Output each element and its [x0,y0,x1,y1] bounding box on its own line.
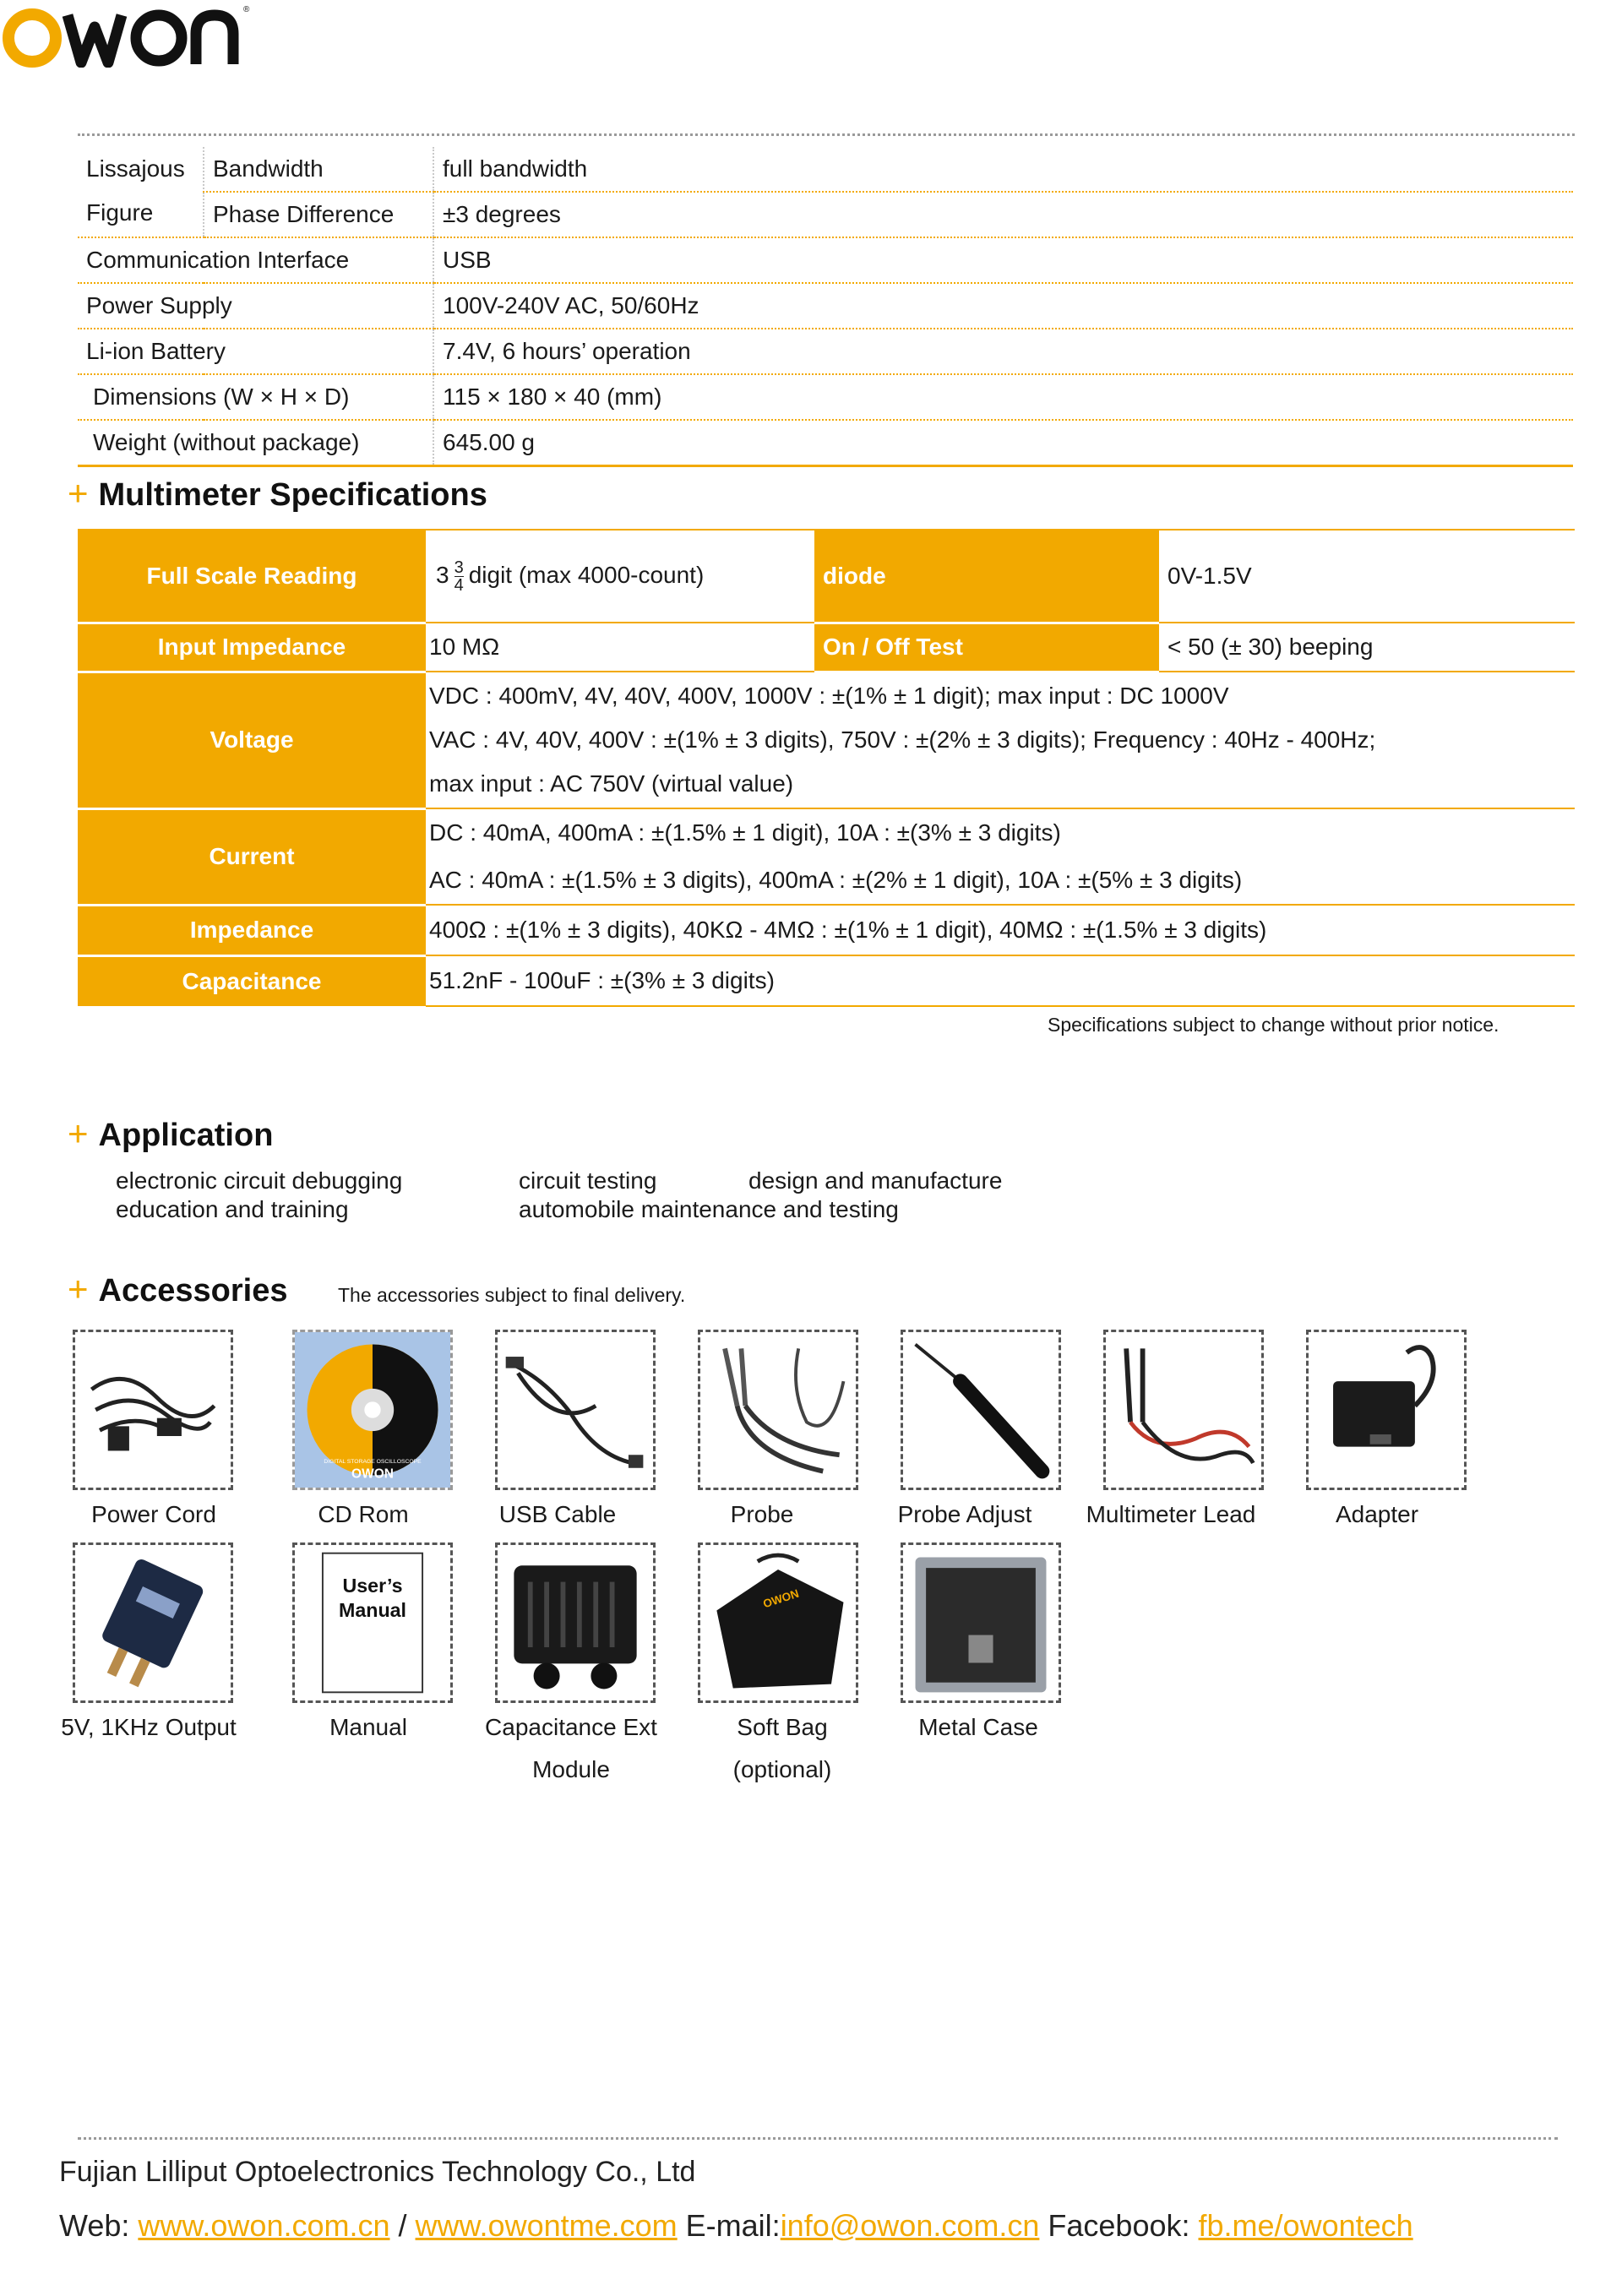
spec-label: On / Off Test [814,623,1159,672]
multimeter-spec-table [78,529,1575,1007]
facebook-link[interactable]: fb.me/owontech [1198,2208,1413,2243]
table-row [78,420,1573,466]
spec-name: Weight (without package) [78,420,433,466]
spec-value: 0V-1.5V [1159,530,1575,623]
section-title-text: Application [98,1118,274,1153]
spec-value: 400Ω : ±(1% ± 3 digits), 40KΩ - 4MΩ : ±(1% ± 1 digit), 40MΩ : ±(1.5% ± 3 digits) [426,905,1575,955]
fraction-numerator: 3 [454,558,464,577]
section-title-text: Accessories [98,1273,288,1309]
section-title-text: Multimeter Specifications [98,477,487,513]
usb-cable-icon [495,1330,656,1490]
spec-value: 10 MΩ [426,623,814,672]
table-row [78,905,1575,955]
accessory-label: CD Rom [318,1501,409,1527]
accessory-label: Power Cord [91,1501,216,1527]
spec-value: full bandwidth [433,147,1573,192]
accessories-section-title [68,1269,287,1309]
application-item: circuit testing [519,1167,657,1194]
svg-text:OWON: OWON [351,1466,394,1482]
table-row [78,955,1575,1006]
spec-value: 7.4V, 6 hours’ operation [433,329,1573,374]
plus-icon: + [68,473,89,513]
header-divider [78,133,1575,136]
spec-label: Capacitance [78,955,426,1006]
spec-name: Bandwidth [204,147,433,192]
spec-label: Voltage [78,672,426,808]
current-values [426,808,1575,905]
multimeter-lead-icon [1103,1330,1264,1490]
manual-icon [292,1542,453,1703]
web-label: Web: [59,2208,130,2243]
accessory-label: Manual [329,1714,407,1740]
spec-label: diode [814,530,1159,623]
accessory-label: Probe Adjust [897,1501,1032,1527]
plus-icon: + [68,1269,89,1309]
spec-value: < 50 (± 30) beeping [1159,623,1575,672]
spec-label: Full Scale Reading [78,530,426,623]
fraction [454,559,464,594]
svg-text:OWON: OWON [761,1586,801,1611]
table-row [78,374,1573,420]
table-row [78,623,1575,672]
website-link-2[interactable]: www.owontme.com [415,2208,678,2243]
separator: / [398,2208,407,2243]
accessory-label: Probe [730,1501,794,1527]
application-item: design and manufacture [748,1167,1003,1194]
accessory-label: 5V, 1KHz Output [61,1714,237,1740]
spec-name: Communication Interface [78,237,433,283]
capacitance-module-icon [495,1542,656,1703]
accessories-note: The accessories subject to final delivery. [338,1284,686,1306]
spec-name: Power Supply [78,283,433,329]
soft-bag-icon [698,1542,858,1703]
accessory-label [681,1706,884,1791]
spec-value: 51.2nF - 100uF : ±(3% ± 3 digits) [426,955,1575,1006]
lissajous-label [78,147,204,237]
accessory-label: Metal Case [918,1714,1038,1740]
accessory-label: Adapter [1335,1501,1419,1527]
svg-text:Manual: Manual [338,1599,407,1622]
spec-value: USB [433,237,1573,283]
accessory-label: USB Cable [498,1501,617,1527]
accessory-label-line2: (optional) [732,1756,832,1782]
spec-name: Li-ion Battery [78,329,433,374]
company-name: Fujian Lilliput Optoelectronics Technology Co., Ltd [59,2156,696,2188]
accessory-label-line1: Soft Bag [737,1714,828,1740]
contact-line [59,2208,1413,2244]
table-row [78,672,1575,808]
spec-value: 100V-240V AC, 50/60Hz [433,283,1573,329]
spec-notice: Specifications subject to change without prior notice. [1048,1014,1500,1036]
spec-name: Phase Difference [204,192,433,237]
multimeter-section-title [68,473,487,514]
email-link[interactable]: info@owon.com.cn [780,2208,1040,2243]
lissajous-label-line1: Lissajous [86,155,185,182]
application-item: education and training [116,1196,349,1222]
voltage-values [426,672,1575,808]
full-scale-value [426,530,814,623]
table-row [78,808,1575,905]
svg-text:User’s: User’s [342,1575,403,1597]
spec-line: DC : 40mA, 400mA : ±(1.5% ± 1 digit), 10A : ±(3% ± 3 digits) [429,819,1061,846]
spec-label: Current [78,808,426,905]
footer-divider [78,2137,1558,2140]
adapter-icon [1306,1330,1467,1490]
general-spec-table [78,147,1573,467]
application-item: electronic circuit debugging [116,1167,403,1194]
table-row [78,283,1573,329]
spec-line: VAC : 4V, 40V, 400V : ±(1% ± 3 digits), 750V : ±(2% ± 3 digits); Frequency : 40Hz - 400Hz; [429,726,1376,754]
spec-value: ±3 degrees [433,192,1573,237]
table-row [78,530,1575,623]
table-row [78,237,1573,283]
facebook-label: Facebook: [1048,2208,1190,2243]
spec-name: Dimensions (W × H × D) [78,374,433,420]
website-link-1[interactable]: www.owon.com.cn [138,2208,390,2243]
probe-adjust-icon [901,1330,1061,1490]
spec-value: 645.00 g [433,420,1573,466]
table-row [78,192,1573,237]
full-scale-rest: digit (max 4000-count) [468,561,705,588]
probe-icon [698,1330,858,1490]
application-section-title [68,1113,273,1154]
accessory-label: Multimeter Lead [1086,1501,1256,1527]
spec-label: Input Impedance [78,623,426,672]
svg-text:®: ® [243,5,250,14]
spec-label: Impedance [78,905,426,955]
table-row [78,329,1573,374]
cd-rom-icon [292,1330,453,1490]
accessory-label [470,1706,672,1791]
accessory-label-line1: Capacitance Ext [485,1714,657,1740]
spec-line: VDC : 400mV, 4V, 40V, 400V, 1000V : ±(1% ± 1 digit); max input : DC 1000V [429,683,1229,710]
output-plug-icon [73,1542,233,1703]
application-item: automobile maintenance and testing [519,1196,899,1222]
power-cord-icon [73,1330,233,1490]
svg-text:DIGITAL STORAGE OSCILLOSCOPE: DIGITAL STORAGE OSCILLOSCOPE [324,1458,422,1465]
lissajous-label-line2: Figure [86,199,154,226]
plus-icon: + [68,1113,89,1153]
full-scale-whole: 3 [436,561,449,588]
email-label: E-mail: [685,2208,781,2243]
owon-logo [0,0,253,68]
table-row [78,147,1573,192]
accessory-label-line2: Module [532,1756,610,1782]
spec-line: AC : 40mA : ±(1.5% ± 3 digits), 400mA : ±(2% ± 1 digit), 10A : ±(5% ± 3 digits) [429,867,1243,893]
spec-value: 115 × 180 × 40 (mm) [433,374,1573,420]
spec-line: max input : AC 750V (virtual value) [429,770,794,797]
metal-case-icon [901,1542,1061,1703]
fraction-denominator: 4 [454,575,464,595]
